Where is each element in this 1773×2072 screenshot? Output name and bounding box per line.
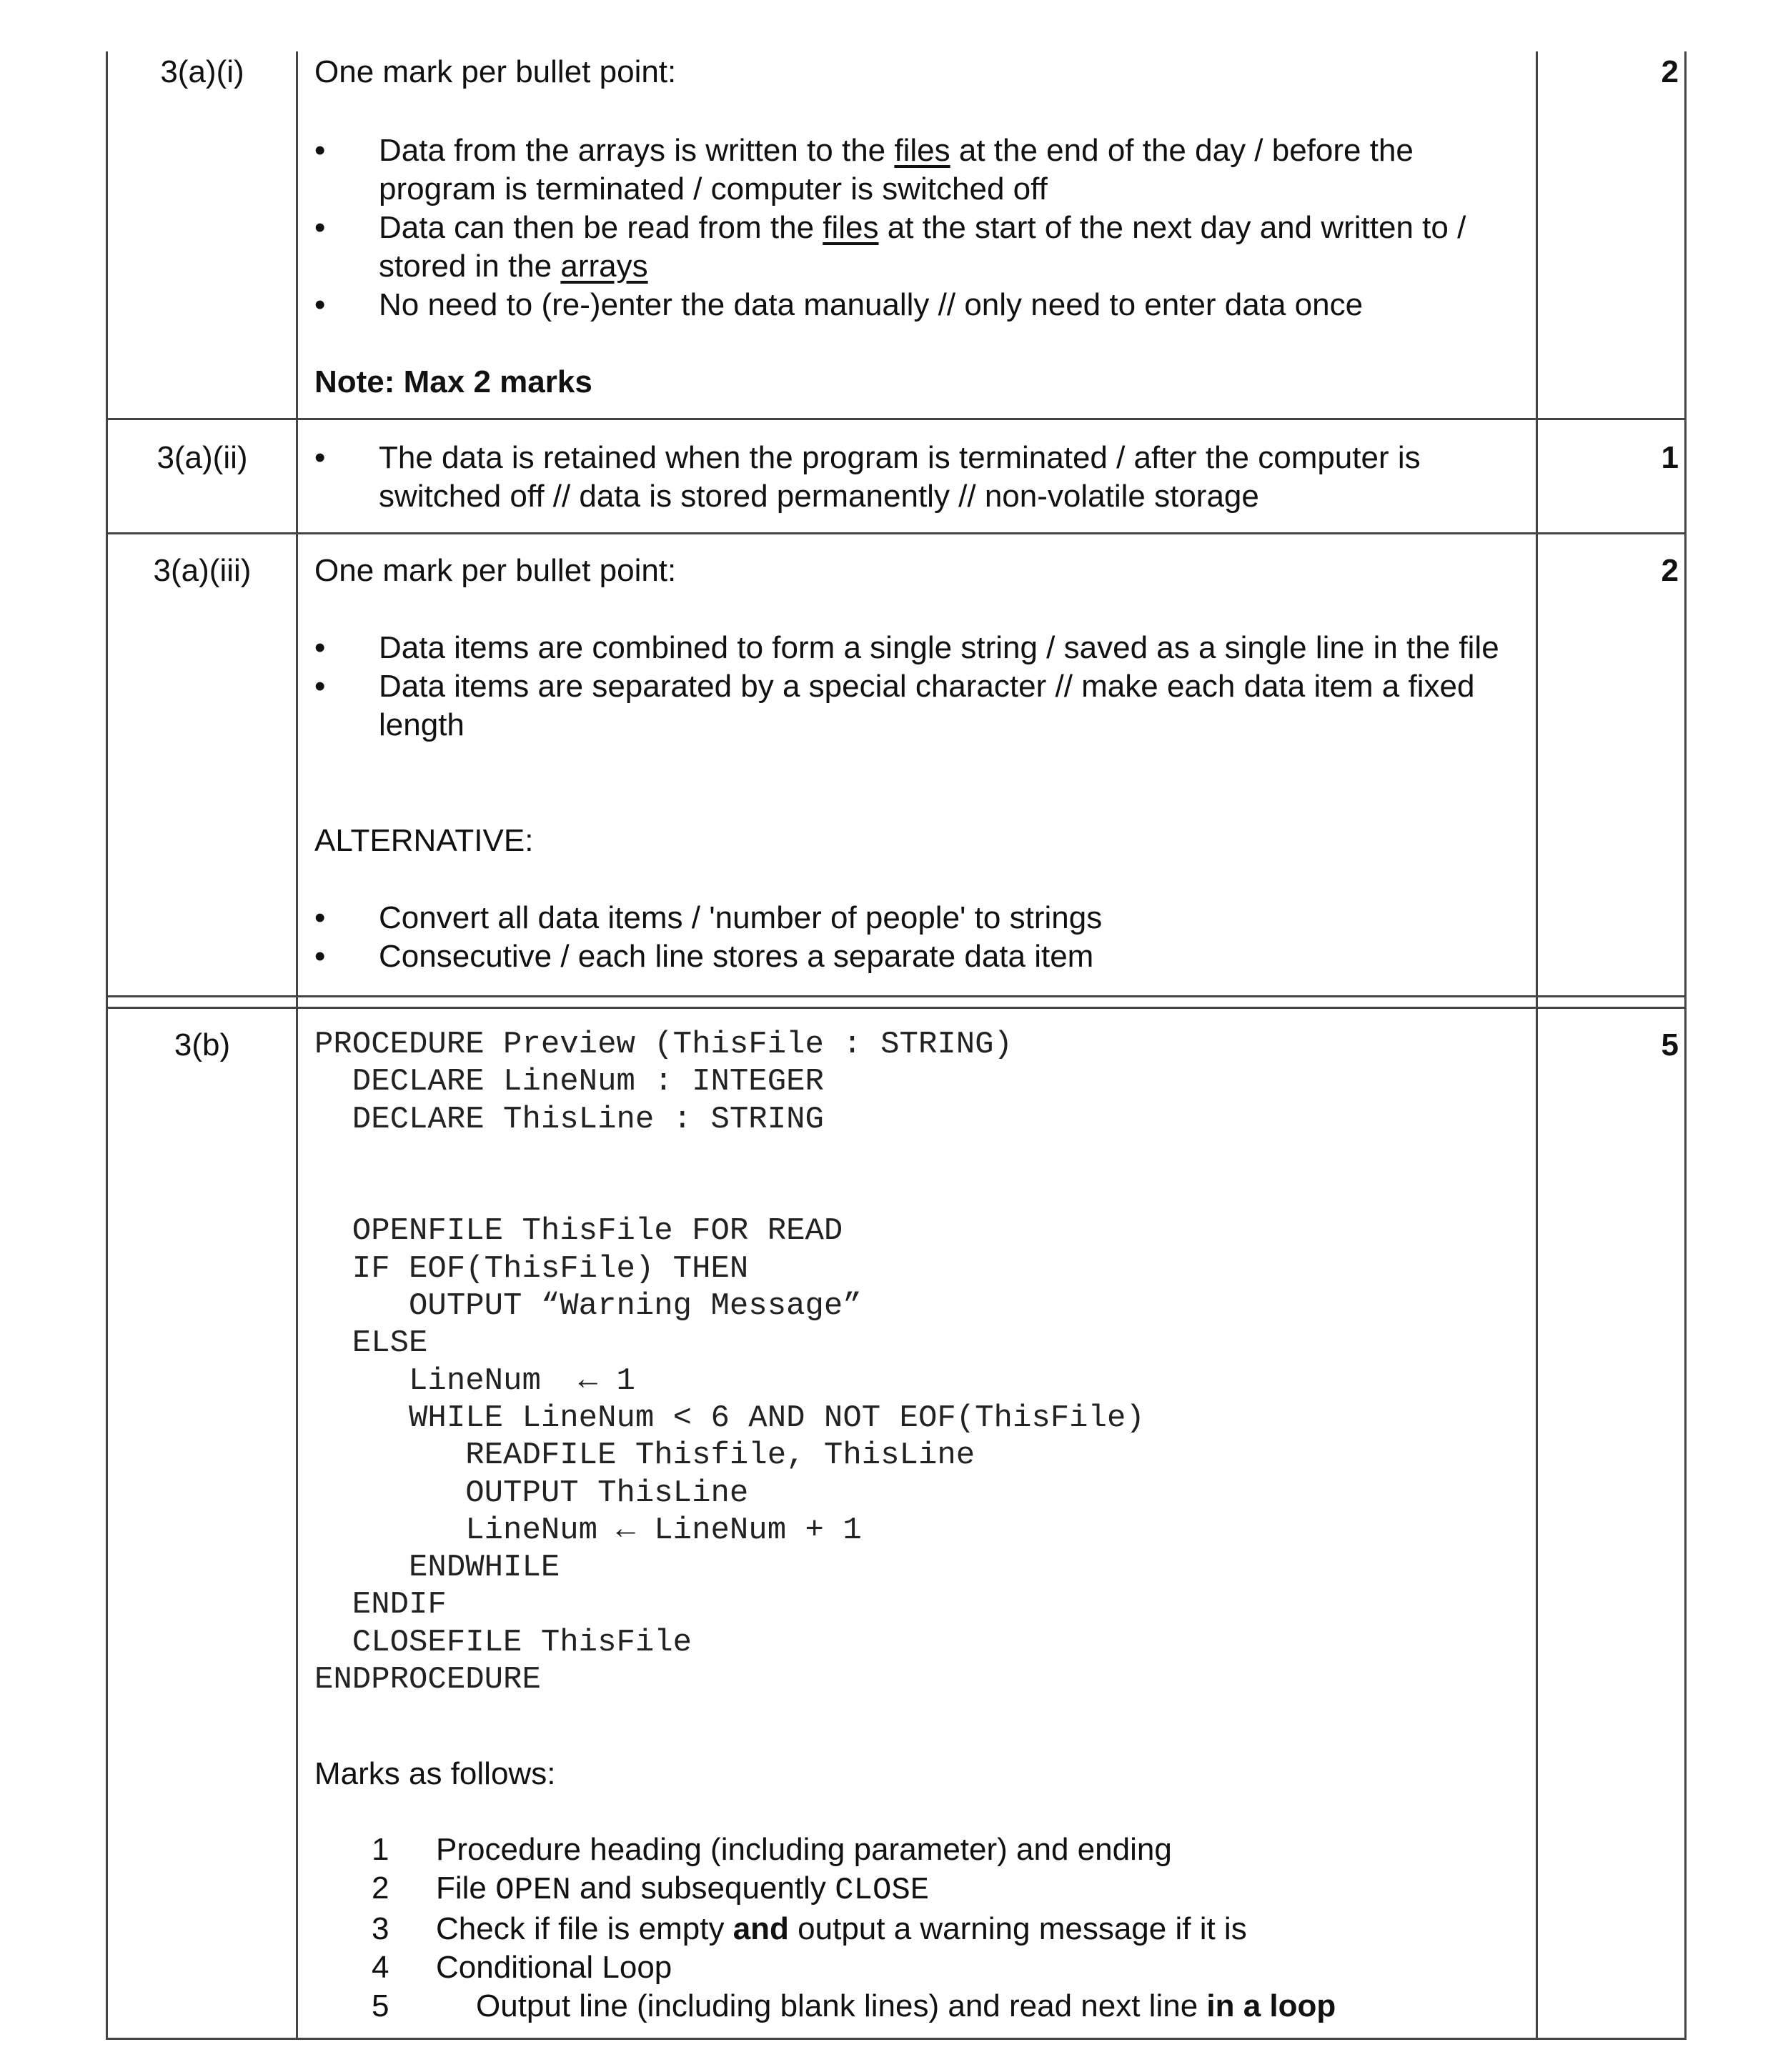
bullet-list	[314, 439, 1515, 516]
mark-point: 4 Conditional Loop	[372, 1948, 1336, 1987]
note-text: Note: Max 2 marks	[314, 364, 592, 399]
row-divider-1	[106, 418, 1687, 420]
question-number: 3(a)(i)	[160, 54, 244, 89]
question-number: 3(b)	[174, 1027, 231, 1062]
pseudocode-block: PROCEDURE Preview (ThisFile : STRING) DECLARE LineNum : INTEGER DECLARE ThisLine : STRING OPENFILE ThisFile FOR READ IF EOF(ThisFile) THEN OUTPUT “Warning Message” ELSE LineNum ← 1 WHILE LineNum < 6 AND NOT EOF(ThisFile) READFILE Thisfile, ThisLine OUTPUT ThisLine LineNum ← LineNum + 1 ENDWHILE ENDIF CLOSEFILE ThisFile ENDPROCEDURE	[314, 1027, 1145, 1698]
row-divider-3a	[106, 995, 1687, 997]
bullet-item: • The data is retained when the program is terminated / after the computer is switched off // data is stored permanently // non-volatile storage	[314, 439, 1515, 516]
mark-point-number: 3	[372, 1911, 389, 1946]
mark-point-number: 2	[372, 1871, 389, 1906]
alternative-heading: ALTERNATIVE:	[314, 823, 534, 858]
column-divider-2	[1536, 51, 1538, 2040]
marks-value: 2	[1661, 54, 1679, 89]
mark-point: 2 File OPEN and subsequently CLOSE	[372, 1871, 930, 1908]
intro-text: One mark per bullet point:	[314, 553, 677, 588]
mark-point-number: 5	[372, 1988, 389, 2023]
marks-value: 2	[1661, 553, 1679, 588]
marks-value: 5	[1661, 1027, 1679, 1062]
mark-point: 3 Check if file is empty and output a warning message if it is	[372, 1910, 1336, 1948]
bullet-list	[314, 629, 1515, 744]
marks-value: 1	[1661, 440, 1679, 475]
marks-heading: Marks as follows:	[314, 1756, 556, 1791]
bullet-item: • Data items are separated by a special character // make each data item a fixed length	[314, 667, 1515, 744]
row-divider-3b	[106, 1007, 1687, 1009]
table-right-border	[1684, 51, 1687, 2040]
question-number: 3(a)(ii)	[157, 440, 248, 475]
intro-text: One mark per bullet point:	[314, 54, 677, 89]
mark-point-number: 1	[372, 1832, 389, 1867]
bullet-item: • Data items are combined to form a single string / saved as a single line in the file	[314, 629, 1515, 667]
row-divider-2	[106, 532, 1687, 534]
mark-point-number: 4	[372, 1950, 389, 1985]
bullet-list	[314, 131, 1515, 324]
bullet-item: • Consecutive / each line stores a separate data item	[314, 937, 1515, 976]
bullet-item: • No need to (re-)enter the data manually // only need to enter data once	[314, 286, 1515, 324]
bullet-item: • Data can then be read from the files at the start of the next day and written to / stored in the arrays	[314, 209, 1515, 286]
bullet-item: • Convert all data items / 'number of people' to strings	[314, 899, 1515, 937]
table-bottom-border	[106, 2038, 1687, 2040]
question-number: 3(a)(iii)	[153, 553, 252, 588]
bullet-item: • Data from the arrays is written to the files at the end of the day / before the program is terminated / computer is switched off	[314, 131, 1515, 209]
mark-point: 1 Procedure heading (including parameter) and ending	[372, 1831, 1336, 1869]
alternative-bullet-list	[314, 899, 1515, 976]
mark-point: 5 Output line (including blank lines) and read next line in a loop	[372, 1987, 1336, 2026]
mark-scheme-list	[372, 1831, 1336, 2026]
